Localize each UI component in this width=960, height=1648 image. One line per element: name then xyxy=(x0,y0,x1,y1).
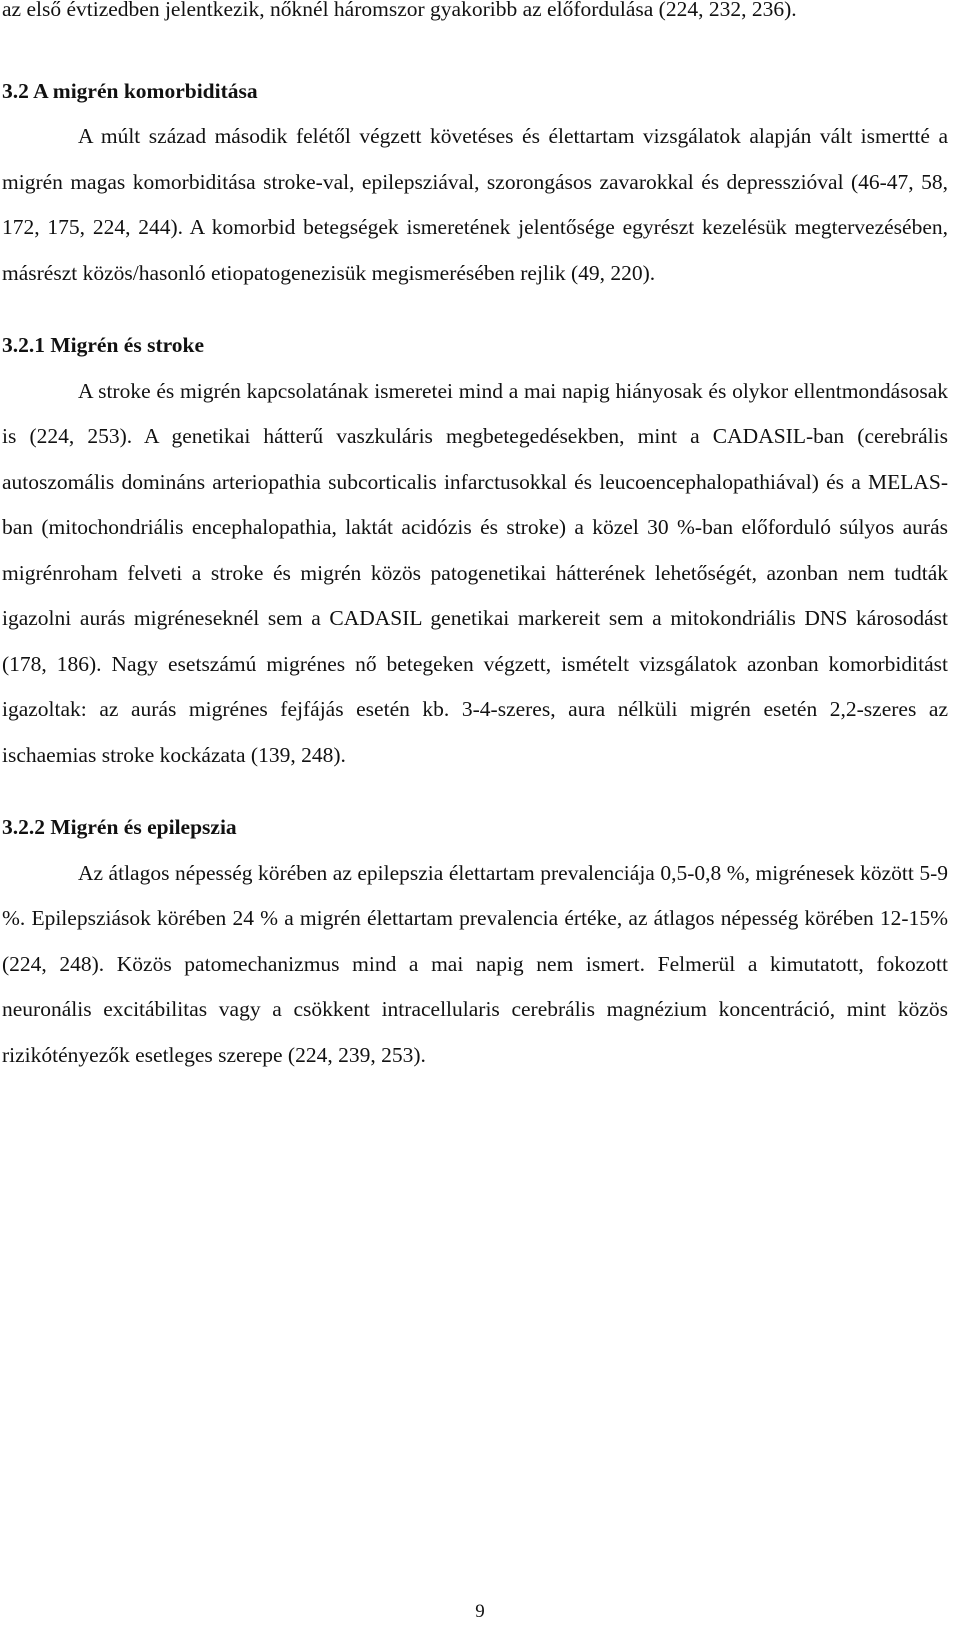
intro-fragment: az első évtizedben jelentkezik, nőknél háromszor gyakoribb az előfordulása (224, 232, 236). xyxy=(2,0,797,21)
section-heading-3-2: 3.2 A migrén komorbiditása xyxy=(2,78,258,103)
section-paragraph-3-2-1: A stroke és migrén kapcsolatának ismeretei mind a mai napig hiányosak és olykor ellentmondásosak is (224, 253). A genetikai hátterű vaszkuláris megbetegedésekben, mint a CADASIL-ban (cerebrális autoszomális domináns arteriopathia subcorticalis infarctusokkal és leucoencephalopathiával) és a MELAS-ban (mitochondriális encephalopathia, laktát acidózis és stroke) a közel 30 %-ban előforduló súlyos aurás migrénroham felveti a stroke és migrén közös patogenetikai hátterének lehetőségét, azonban nem tudták igazolni aurás migréneseknél sem a CADASIL genetikai markereit sem a mitokondriális DNS károsodást (178, 186). Nagy esetszámú migrénes nő betegeken végzett, ismételt vizsgálatok azonban komorbiditást igazoltak: az aurás migrénes fejfájás esetén kb. 3-4-szeres, aura nélküli migrén esetén 2,2-szeres az ischaemias stroke kockázata (139, 248). xyxy=(2,378,948,767)
section-heading-3-2-1: 3.2.1 Migrén és stroke xyxy=(2,333,205,357)
section-heading-3-2-2: 3.2.2 Migrén és epilepszia xyxy=(2,815,237,839)
section-paragraph-3-2: A múlt század második felétől végzett követéses és élettartam vizsgálatok alapján vált ismertté a migrén magas komorbiditása stroke-val, epilepsziával, szorongásos zavarokkal és depresszióval (46-47, 58, 172, 175, 224, 244). A komorbid betegségek ismeretének jelentősége egyrészt kezelésük megtervezésében, másrészt közös/hasonló etiopatogenezisük megismerésében rejlik (49, 220). xyxy=(2,124,948,285)
section-paragraph-3-2-2: Az átlagos népesség körében az epilepszia élettartam prevalenciája 0,5-0,8 %, migrénesek között 5-9 %. Epilepsziások körében 24 % a migrén élettartam prevalencia értéke, az átlagos népesség körében 12-15% (224, 248). Közös patomechanizmus mind a mai napig nem ismert. Felmerül a kimutatott, fokozott neuronális excitábilitas vagy a csökkent intracellularis cerebrális magnézium koncentráció, mint közös rizikótényezők esetleges szerepe (224, 239, 253). xyxy=(2,860,948,1067)
page-number: 9 xyxy=(475,1601,485,1622)
